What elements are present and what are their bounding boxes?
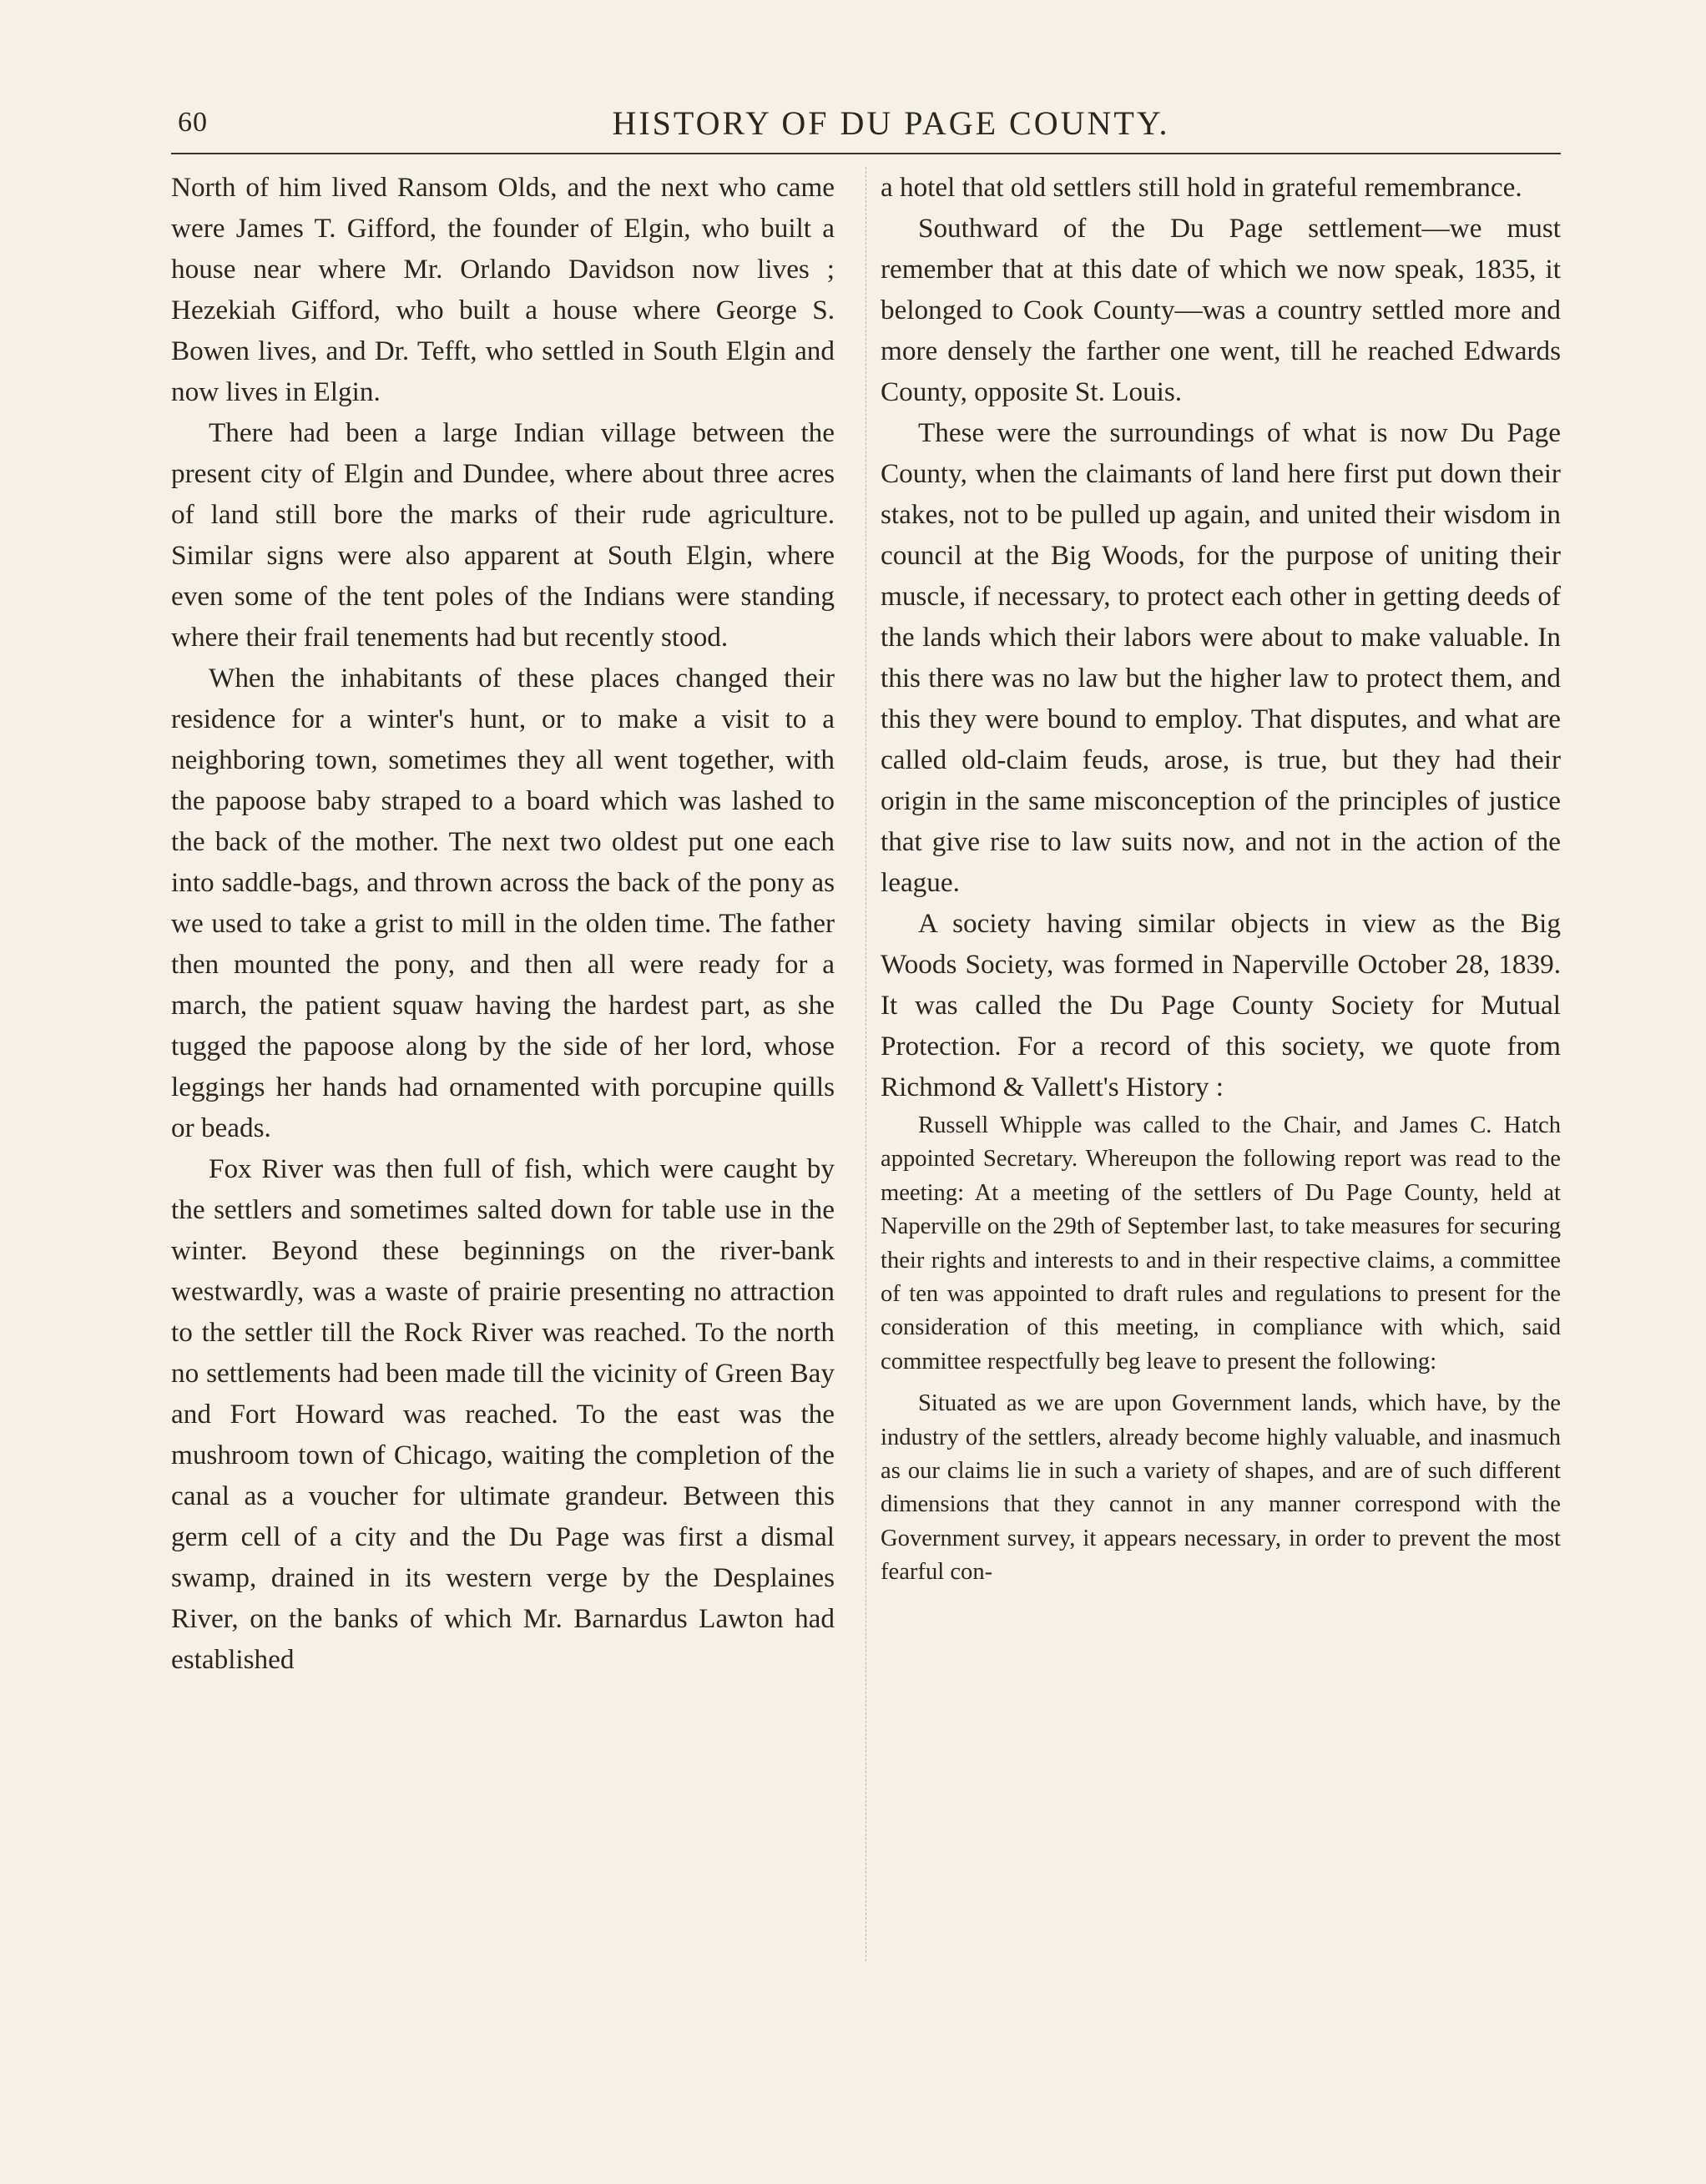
paragraph: There had been a large Indian village between the present city of Elgin and Dundee, where about three acres of land still bore the marks of their rude agriculture. Similar signs were also apparent at South Elgin, where even some of the tent poles of the Indians were standing where their frail tenements had but recently stood.	[171, 417, 835, 653]
header-rule	[171, 153, 1561, 154]
paragraph: When the inhabitants of these places changed their residence for a winter's hunt, or to make a visit to a neighboring town, sometimes they all went together, with the papoose baby straped to a board which was lashed to the back of the mother. The next two oldest put one each into saddle-bags, and thrown across the back of the pony as we used to take a grist to mill in the olden time. The father then mounted the pony, and then all were ready for a march, the patient squaw having the hardest part, as she tugged the papoose along by the side of her lord, whose leggings her hands had ornamented with porcupine quills or beads.	[171, 663, 835, 1143]
page-number: 60	[178, 107, 208, 138]
paragraph: A society having similar objects in view as the Big Woods Society, was formed in Naperville October 28, 1839. It was called the Du Page County Society for Mutual Protection. For a record of this society, we quote from Richmond & Vallett's History :	[881, 908, 1561, 1102]
left-column	[171, 167, 835, 1680]
paragraph: a hotel that old settlers still hold in grateful remembrance.	[881, 172, 1522, 203]
paragraph: North of him lived Ransom Olds, and the next who came were James T. Gifford, the founder of Elgin, who built a house near where Mr. Orlando Davidson now lives ; Hezekiah Gifford, who built a house where George S. Bowen lives, and Dr. Tefft, who settled in South Elgin and now lives in Elgin.	[171, 172, 835, 407]
page-header	[171, 98, 1561, 149]
paragraph: These were the surroundings of what is now Du Page County, when the claimants of land here first put down their stakes, not to be pulled up again, and united their wisdom in council at the Big Woods, for the purpose of uniting their muscle, if necessary, to protect each other in getting deeds of the lands which their labors were about to make valuable. In this there was no law but the higher law to protect them, and this they were bound to employ. That disputes, and what are called old-claim feuds, arose, is true, but they had their origin in the same misconception of the principles of justice that give rise to law suits now, and not in the action of the league.	[881, 417, 1561, 898]
paragraph: Fox River was then full of fish, which were caught by the settlers and sometimes salted down for table use in the winter. Beyond these beginnings on the river-bank westwardly, was a waste of prairie presenting no attraction to the settler till the Rock River was reached. To the north no settlements had been made till the vicinity of Green Bay and Fort Howard was reached. To the east was the mushroom town of Chicago, waiting the completion of the canal as a voucher for ultimate grandeur. Between this germ cell of a city and the Du Page was first a dismal swamp, drained in its western verge by the Desplaines River, on the banks of which Mr. Barnardus Lawton had established	[171, 1153, 835, 1675]
right-column	[881, 167, 1561, 1590]
block-quote: Russell Whipple was called to the Chair, and James C. Hatch appointed Secretary. Whereupon the following report was read to the meeting: At a meeting of the settlers of Du Page County, held at Naperville on the 29th of September last, to take measures for securing their rights and interests to and in their respective claims, a committee of ten was appointed to draft rules and regulations to present for the consideration of this meeting, in compliance with which, said committee respectfully beg leave to present the following:	[881, 1112, 1561, 1374]
running-title: HISTORY OF DU PAGE COUNTY.	[612, 104, 1170, 142]
paragraph: Southward of the Du Page settlement—we must remember that at this date of which we now speak, 1835, it belonged to Cook County—was a country settled more and more densely the farther one went, till he reached Edwards County, opposite St. Louis.	[881, 213, 1561, 407]
block-quote: Situated as we are upon Government lands, which have, by the industry of the settlers, already become highly valuable, and inasmuch as our claims lie in such a variety of shapes, and are of such different dimensions that they cannot in any manner correspond with the Government survey, it appears necessary, in order to prevent the most fearful con-	[881, 1390, 1561, 1586]
